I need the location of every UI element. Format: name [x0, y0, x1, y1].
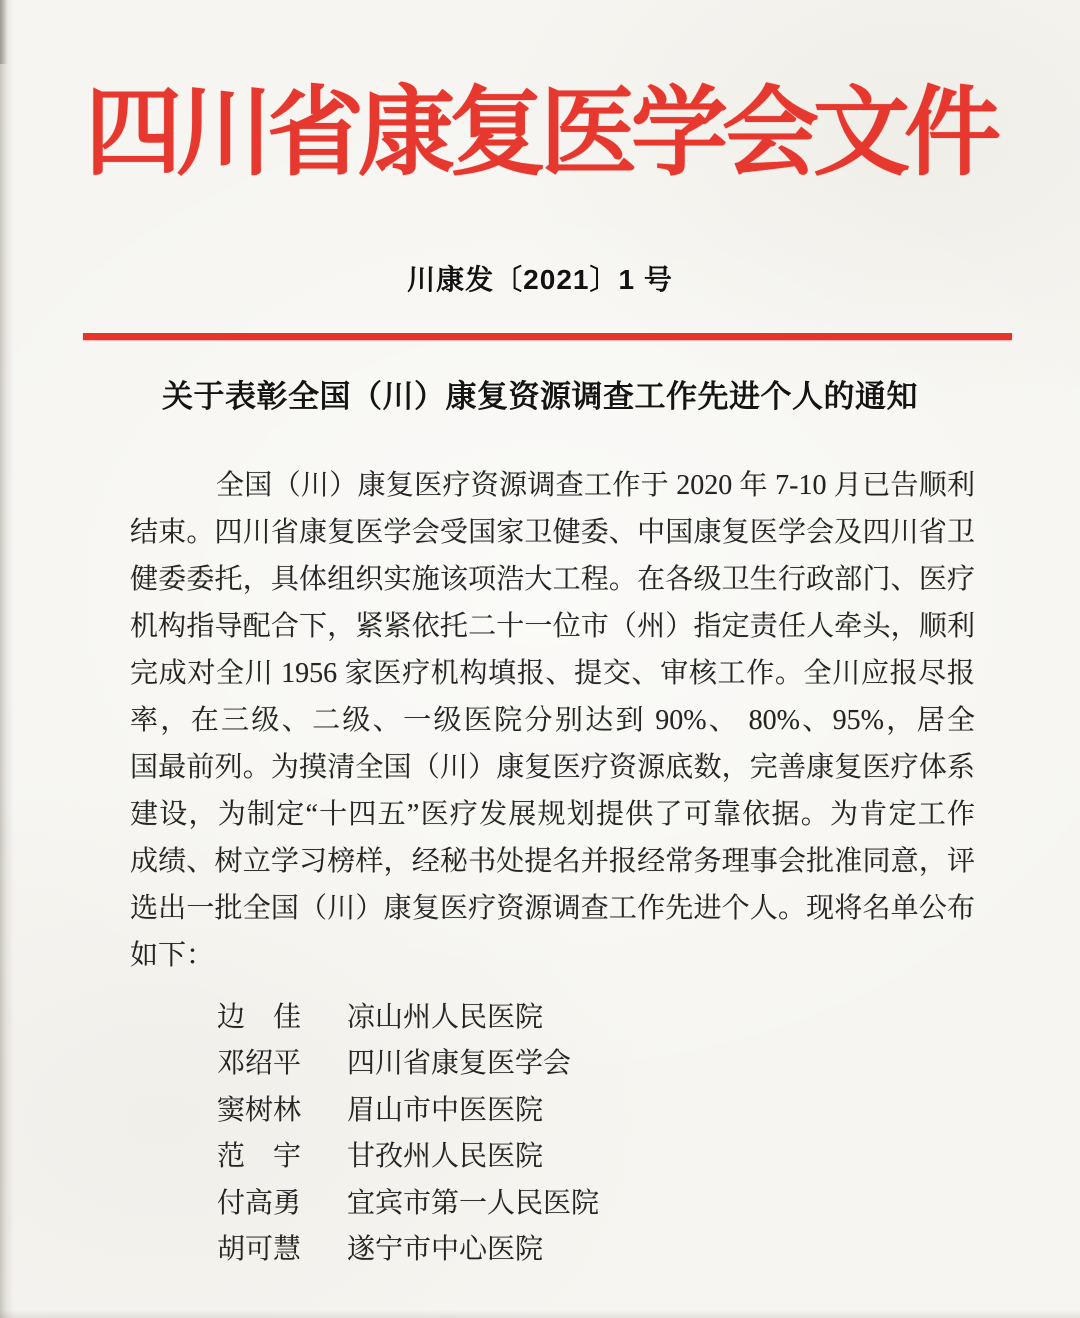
awardee-row	[217, 1088, 857, 1134]
body-line: 率，在三级、二级、一级医院分别达到 90%、 80%、95%，居全	[130, 705, 975, 736]
body-line: 如下：	[130, 940, 215, 971]
notice-title: 关于表彰全国（川）康复资源调查工作先进个人的通知	[162, 379, 918, 414]
awardee-org: 甘孜州人民医院	[347, 1141, 544, 1173]
awardee-org: 遂宁市中心医院	[347, 1233, 544, 1265]
awardee-name: 窦树林	[217, 1094, 302, 1126]
awardee-org: 四川省康复医学会	[347, 1048, 572, 1080]
awardee-list	[217, 995, 857, 1273]
red-divider-line	[83, 333, 1012, 340]
body-line: 国最前列。为摸清全国（川）康复医疗资源底数，完善康复医疗体系	[130, 752, 975, 783]
masthead-title: 四川省康复医学会文件	[85, 80, 995, 187]
body-line: 完成对全川 1956 家医疗机构填报、提交、审核工作。全川应报尽报	[130, 658, 975, 689]
awardee-name: 胡可慧	[217, 1233, 302, 1265]
awardee-name: 邓绍平	[217, 1048, 302, 1080]
awardee-name: 范 宇	[217, 1141, 302, 1173]
page-left-edge-shadow	[0, 0, 14, 1318]
awardee-org: 凉山州人民医院	[347, 1002, 544, 1033]
page-left-edge-dark-notch	[0, 0, 8, 64]
awardee-row	[217, 1227, 857, 1273]
awardee-name: 付高勇	[217, 1187, 302, 1219]
body-line: 全国（川）康复医疗资源调查工作于 2020 年 7-10 月已告顺利	[216, 470, 975, 501]
body-line: 成绩、树立学习榜样，经秘书处提名并报经常务理事会批准同意，评	[130, 846, 975, 877]
awardee-org: 眉山市中医医院	[347, 1094, 544, 1126]
page-bottom-edge-shadow	[0, 1310, 1080, 1318]
awardee-row	[217, 1181, 857, 1227]
document-number: 川康发〔2021〕1 号	[407, 264, 673, 295]
body-line: 结束。四川省康复医学会受国家卫健委、中国康复医学会及四川省卫	[130, 517, 975, 548]
awardee-row	[217, 995, 857, 1041]
awardee-row	[217, 1041, 857, 1087]
awardee-row	[217, 1134, 857, 1180]
body-line: 建设，为制定“十四五”医疗发展规划提供了可靠依据。为肯定工作	[130, 799, 975, 830]
awardee-org: 宜宾市第一人民医院	[347, 1187, 600, 1219]
body-line: 机构指导配合下，紧紧依托二十一位市（州）指定责任人牵头，顺利	[130, 611, 975, 642]
notice-body	[130, 462, 975, 979]
body-line: 健委委托，具体组织实施该项浩大工程。在各级卫生行政部门、医疗	[130, 564, 975, 595]
awardee-name: 边 佳	[217, 1002, 302, 1033]
body-line: 选出一批全国（川）康复医疗资源调查工作先进个人。现将名单公布	[130, 893, 975, 924]
